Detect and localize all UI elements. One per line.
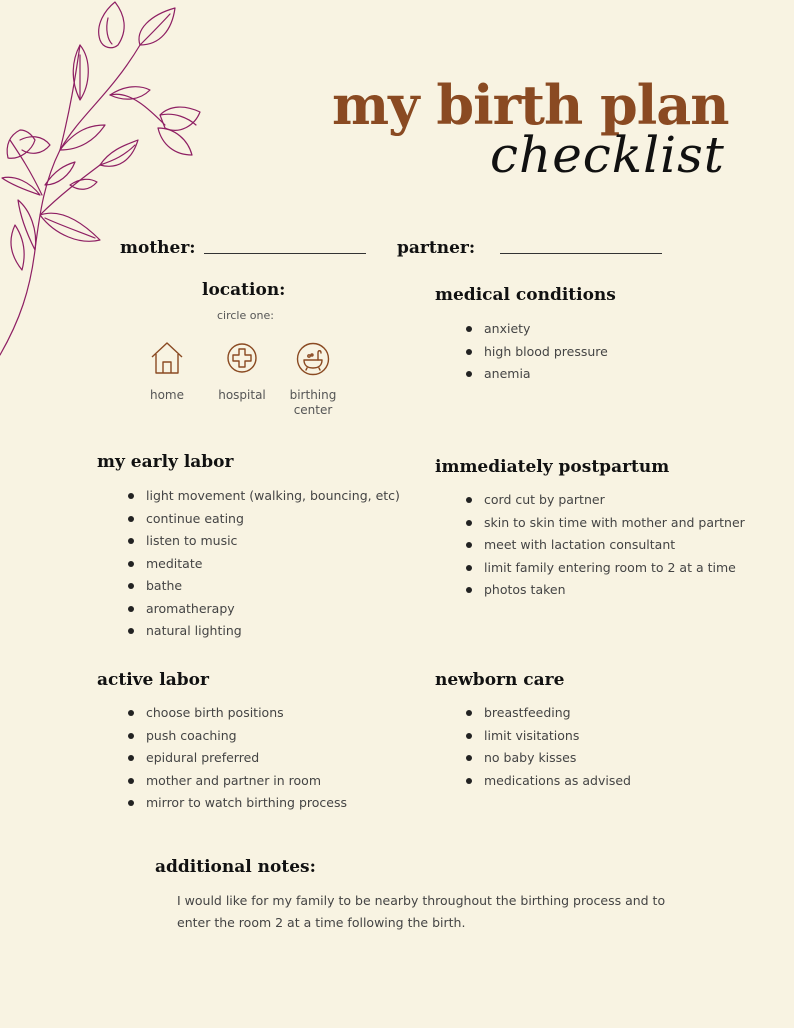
list-item: choose birth positions: [128, 705, 347, 728]
active-labor-list: [128, 705, 347, 818]
list-item: medications as advised: [466, 773, 631, 796]
list-item: cord cut by partner: [466, 492, 745, 515]
medical-conditions-list: [466, 321, 608, 389]
additional-notes-heading: additional notes:: [155, 857, 316, 877]
location-option-birthing-center[interactable]: [273, 340, 353, 420]
postpartum-heading: immediately postpartum: [435, 457, 670, 477]
partner-name-line[interactable]: [500, 253, 662, 254]
location-option-label: home: [149, 388, 185, 402]
postpartum-list: [466, 492, 745, 605]
location-option-label: birthing center: [289, 388, 337, 417]
early-labor-heading: my early labor: [97, 452, 234, 472]
location-instruction: circle one:: [217, 309, 274, 322]
location-option-home[interactable]: [127, 340, 207, 410]
early-labor-list: [128, 488, 400, 646]
list-item: continue eating: [128, 511, 400, 534]
location-option-hospital[interactable]: [202, 340, 282, 410]
newborn-care-heading: newborn care: [435, 670, 565, 690]
list-item: breastfeeding: [466, 705, 631, 728]
list-item: anxiety: [466, 321, 608, 344]
list-item: aromatherapy: [128, 601, 400, 624]
newborn-care-list: [466, 705, 631, 795]
partner-label: partner:: [397, 238, 476, 258]
list-item: limit family entering room to 2 at a time: [466, 560, 745, 583]
list-item: meet with lactation consultant: [466, 537, 745, 560]
house-icon: [149, 340, 185, 376]
list-item: light movement (walking, bouncing, etc): [128, 488, 400, 511]
list-item: no baby kisses: [466, 750, 631, 773]
active-labor-heading: active labor: [97, 670, 209, 690]
list-item: mirror to watch birthing process: [128, 795, 347, 818]
floral-branch-illustration: [0, 0, 210, 360]
location-option-label: hospital: [218, 388, 266, 402]
location-heading: location:: [202, 280, 286, 300]
list-item: meditate: [128, 556, 400, 579]
page-subtitle: checklist: [490, 126, 725, 184]
mother-label: mother:: [120, 238, 196, 258]
list-item: push coaching: [128, 728, 347, 751]
list-item: bathe: [128, 578, 400, 601]
list-item: natural lighting: [128, 623, 400, 646]
list-item: skin to skin time with mother and partner: [466, 515, 745, 538]
list-item: mother and partner in room: [128, 773, 347, 796]
medical-conditions-heading: medical conditions: [435, 285, 616, 305]
list-item: high blood pressure: [466, 344, 608, 367]
page-title: my birth plan: [332, 73, 729, 137]
additional-notes-text[interactable]: I would like for my family to be nearby throughout the birthing process and to enter the room 2 at a time following the birth.: [177, 893, 666, 930]
bathtub-icon: [296, 342, 330, 376]
medical-cross-icon: [226, 342, 258, 374]
list-item: anemia: [466, 366, 608, 389]
list-item: epidural preferred: [128, 750, 347, 773]
list-item: photos taken: [466, 582, 745, 605]
list-item: listen to music: [128, 533, 400, 556]
list-item: limit visitations: [466, 728, 631, 751]
mother-name-line[interactable]: [204, 253, 366, 254]
